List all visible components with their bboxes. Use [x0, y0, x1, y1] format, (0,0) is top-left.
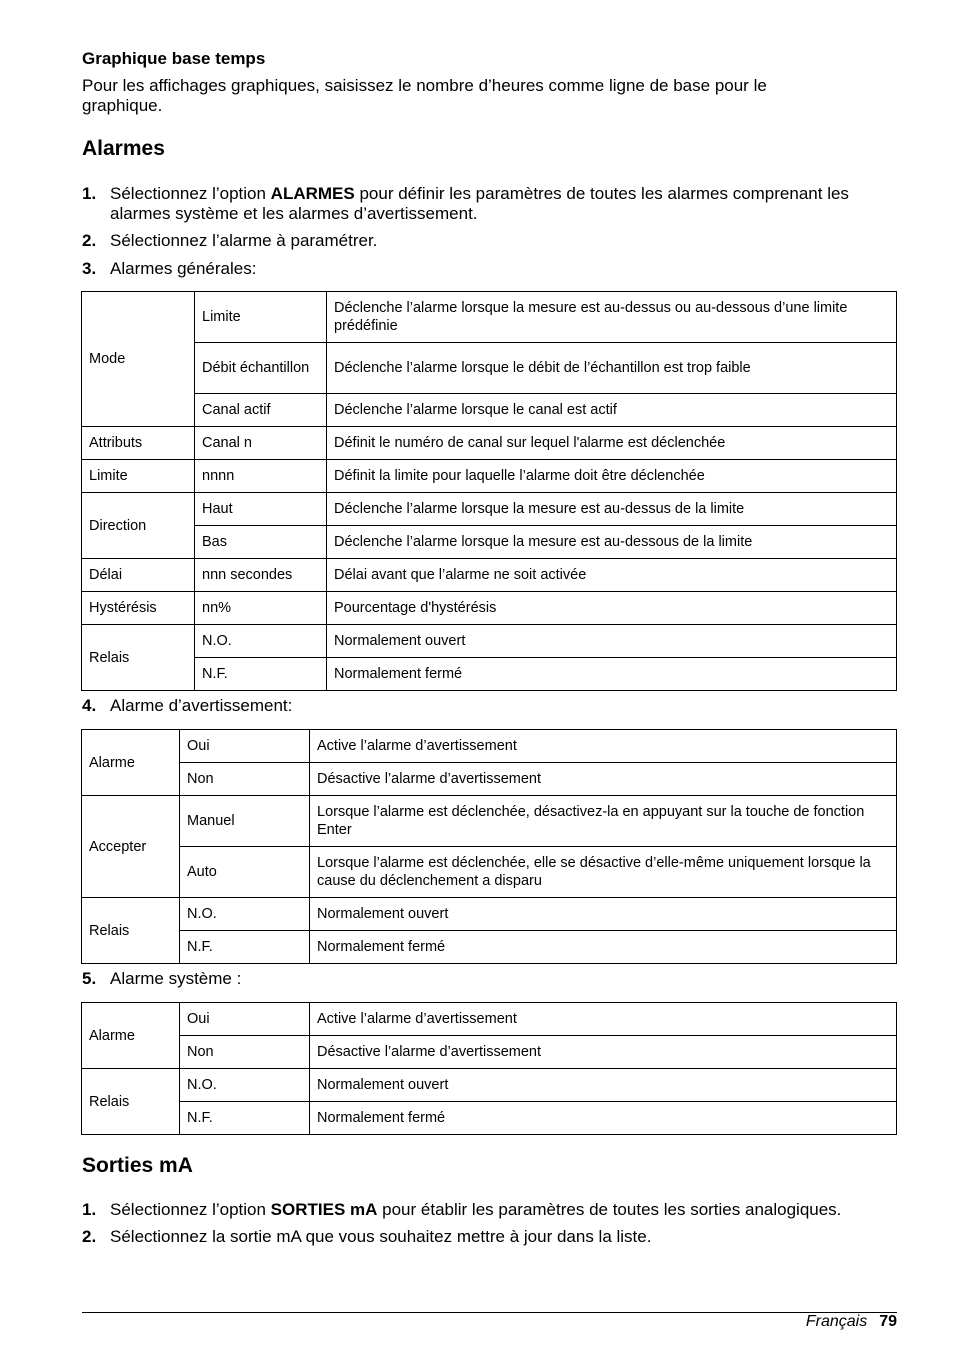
option-cell: N.O.: [180, 898, 310, 931]
section-heading-graph: Graphique base temps: [82, 49, 266, 68]
option-cell: N.F.: [195, 658, 327, 691]
description-cell: Déclenche l’alarme lorsque le débit de l’échantillon est trop faible: [327, 343, 897, 394]
description-cell: Pourcentage d'hystérésis: [327, 592, 897, 625]
option-cell: N.O.: [180, 1069, 310, 1102]
option-cell: N.O.: [195, 625, 327, 658]
step-text: Sélectionnez l’option ALARMES pour définir les paramètres de toutes les alarmes comprenant les alarmes système et les alarmes d’avertissement.: [110, 184, 849, 223]
general-alarms-table: [81, 291, 897, 691]
page-footer: [806, 1313, 897, 1331]
alarms-step-3: [82, 259, 902, 279]
param-cell: Accepter: [82, 796, 180, 898]
param-cell: Relais: [82, 898, 180, 964]
description-cell: Normalement fermé: [310, 931, 897, 964]
step-number: 1.: [82, 1200, 97, 1219]
option-cell: Canal actif: [195, 394, 327, 427]
outputs-step-2: [82, 1227, 902, 1247]
description-cell: Lorsque l’alarme est déclenchée, elle se désactive d’elle-même uniquement lorsque la cause du déclenchement a disparu: [310, 847, 897, 898]
step-text: Sélectionnez l’alarme à paramétrer.: [110, 231, 378, 250]
option-cell: Oui: [180, 730, 310, 763]
option-cell: Non: [180, 1036, 310, 1069]
description-cell: Normalement ouvert: [327, 625, 897, 658]
warning-alarm-table: [81, 729, 897, 964]
footer-divider: [82, 1312, 897, 1313]
param-cell: Direction: [82, 493, 195, 559]
graph-paragraph: [82, 76, 902, 116]
option-cell: Débit échantillon: [195, 343, 327, 394]
step-text: Alarme d’avertissement:: [110, 696, 293, 715]
step-text: Alarme système :: [110, 969, 242, 988]
param-cell: Alarme: [82, 1003, 180, 1069]
option-cell: Limite: [195, 292, 327, 343]
param-cell: Relais: [82, 625, 195, 691]
option-name-sorties: SORTIES mA: [270, 1200, 378, 1219]
param-cell: Alarme: [82, 730, 180, 796]
description-cell: Normalement ouvert: [310, 898, 897, 931]
option-cell: nn%: [195, 592, 327, 625]
description-cell: Délai avant que l’alarme ne soit activée: [327, 559, 897, 592]
option-cell: Haut: [195, 493, 327, 526]
alarms-step-4: [82, 696, 902, 716]
description-cell: Désactive l’alarme d’avertissement: [310, 763, 897, 796]
outputs-step-1: [82, 1200, 912, 1220]
step-number: 5.: [82, 969, 97, 988]
description-cell: Définit le numéro de canal sur lequel l'alarme est déclenchée: [327, 427, 897, 460]
footer-language: Français: [805, 1313, 868, 1330]
step-number: 2.: [82, 1227, 97, 1246]
option-cell: Non: [180, 763, 310, 796]
description-cell: Désactive l’alarme d’avertissement: [310, 1036, 897, 1069]
description-cell: Normalement fermé: [310, 1102, 897, 1135]
step-number: 2.: [82, 231, 97, 250]
alarms-step-1: [82, 184, 902, 226]
description-cell: Définit la limite pour laquelle l’alarme doit être déclenchée: [327, 460, 897, 493]
graph-paragraph-line1: Pour les affichages graphiques, saisissez le nombre d’heures comme ligne de base pour le: [82, 76, 767, 95]
description-cell: Normalement fermé: [327, 658, 897, 691]
option-cell: nnn secondes: [195, 559, 327, 592]
description-cell: Active l’alarme d’avertissement: [310, 1003, 897, 1036]
graph-paragraph-line2: graphique.: [82, 96, 163, 115]
option-cell: N.F.: [180, 931, 310, 964]
alarms-step-5: [82, 969, 902, 989]
option-cell: Manuel: [180, 796, 310, 847]
option-cell: Oui: [180, 1003, 310, 1036]
system-alarm-table: [81, 1002, 897, 1135]
option-cell: Auto: [180, 847, 310, 898]
page-number: 79: [879, 1313, 897, 1330]
step-number: 4.: [82, 696, 97, 715]
option-cell: Canal n: [195, 427, 327, 460]
description-cell: Active l’alarme d’avertissement: [310, 730, 897, 763]
option-cell: nnnn: [195, 460, 327, 493]
section-heading-alarms: Alarmes: [82, 137, 165, 160]
description-cell: Déclenche l’alarme lorsque la mesure est au-dessus de la limite: [327, 493, 897, 526]
param-cell: Relais: [82, 1069, 180, 1135]
section-heading-outputs: Sorties mA: [82, 1154, 193, 1177]
description-cell: Normalement ouvert: [310, 1069, 897, 1102]
description-cell: Déclenche l’alarme lorsque la mesure est au-dessous de la limite: [327, 526, 897, 559]
description-cell: Déclenche l’alarme lorsque la mesure est au-dessus ou au-dessous d’une limite prédéfinie: [327, 292, 897, 343]
param-cell: Délai: [82, 559, 195, 592]
param-cell: Mode: [82, 292, 195, 427]
step-text: Sélectionnez l’option SORTIES mA pour établir les paramètres de toutes les sorties analogiques.: [110, 1200, 842, 1219]
step-text: Sélectionnez la sortie mA que vous souhaitez mettre à jour dans la liste.: [110, 1227, 652, 1246]
option-name-alarmes: ALARMES: [270, 184, 355, 203]
description-cell: Lorsque l’alarme est déclenchée, désactivez-la en appuyant sur la touche de fonction Enter: [310, 796, 897, 847]
param-cell: Hystérésis: [82, 592, 195, 625]
option-cell: Bas: [195, 526, 327, 559]
alarms-step-2: [82, 231, 902, 251]
param-cell: Limite: [82, 460, 195, 493]
option-cell: N.F.: [180, 1102, 310, 1135]
step-number: 3.: [82, 259, 97, 278]
description-cell: Déclenche l’alarme lorsque le canal est actif: [327, 394, 897, 427]
param-cell: Attributs: [82, 427, 195, 460]
step-text: Alarmes générales:: [110, 259, 257, 278]
step-number: 1.: [82, 184, 97, 203]
